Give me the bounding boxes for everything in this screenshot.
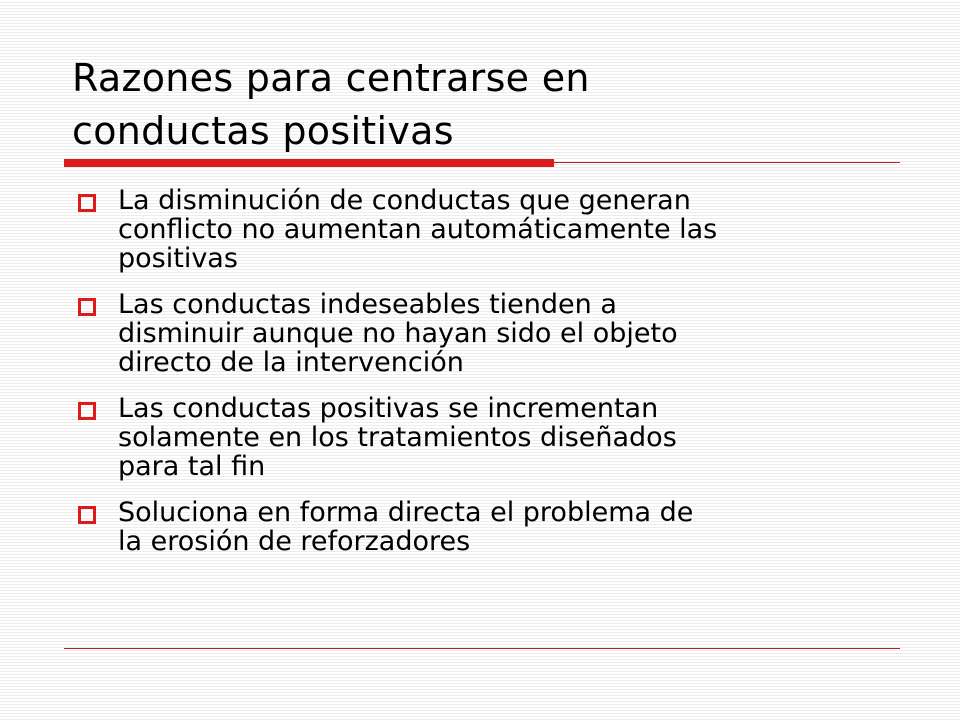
- hollow-square-icon: [78, 402, 96, 420]
- bottom-divider: [64, 648, 900, 649]
- bullet-list: [74, 186, 904, 573]
- bullet-text-line: conflicto no aumentan automáticamente las: [118, 214, 718, 245]
- slide-title-line-1: Razones para centrarse en: [72, 56, 590, 100]
- bullet-text-line: Las conductas indeseables tienden a: [118, 289, 617, 320]
- bullet-item: [74, 394, 904, 481]
- bullet-item: [74, 186, 904, 273]
- hollow-square-icon: [78, 194, 96, 212]
- bullet-text-line: solamente en los tratamientos diseñados: [118, 422, 677, 453]
- bullet-text-line: Soluciona en forma directa el problema de: [118, 497, 694, 528]
- bullet-item: [74, 290, 904, 377]
- bullet-text-line: para tal fin: [118, 451, 266, 482]
- bullet-text-line: la erosión de reforzadores: [118, 526, 471, 557]
- bullet-text-line: positivas: [118, 243, 238, 274]
- hollow-square-icon: [78, 298, 96, 316]
- bullet-text-line: directo de la intervención: [118, 347, 464, 378]
- bullet-item: [74, 498, 904, 556]
- slide-title-line-2: conductas positivas: [72, 109, 454, 153]
- bullet-text-line: La disminución de conductas que generan: [118, 185, 691, 216]
- slide-title: [72, 52, 892, 158]
- bullet-text-line: disminuir aunque no hayan sido el objeto: [118, 318, 678, 349]
- title-divider-accent: [64, 159, 554, 167]
- bullet-text-line: Las conductas positivas se incrementan: [118, 393, 659, 424]
- hollow-square-icon: [78, 506, 96, 524]
